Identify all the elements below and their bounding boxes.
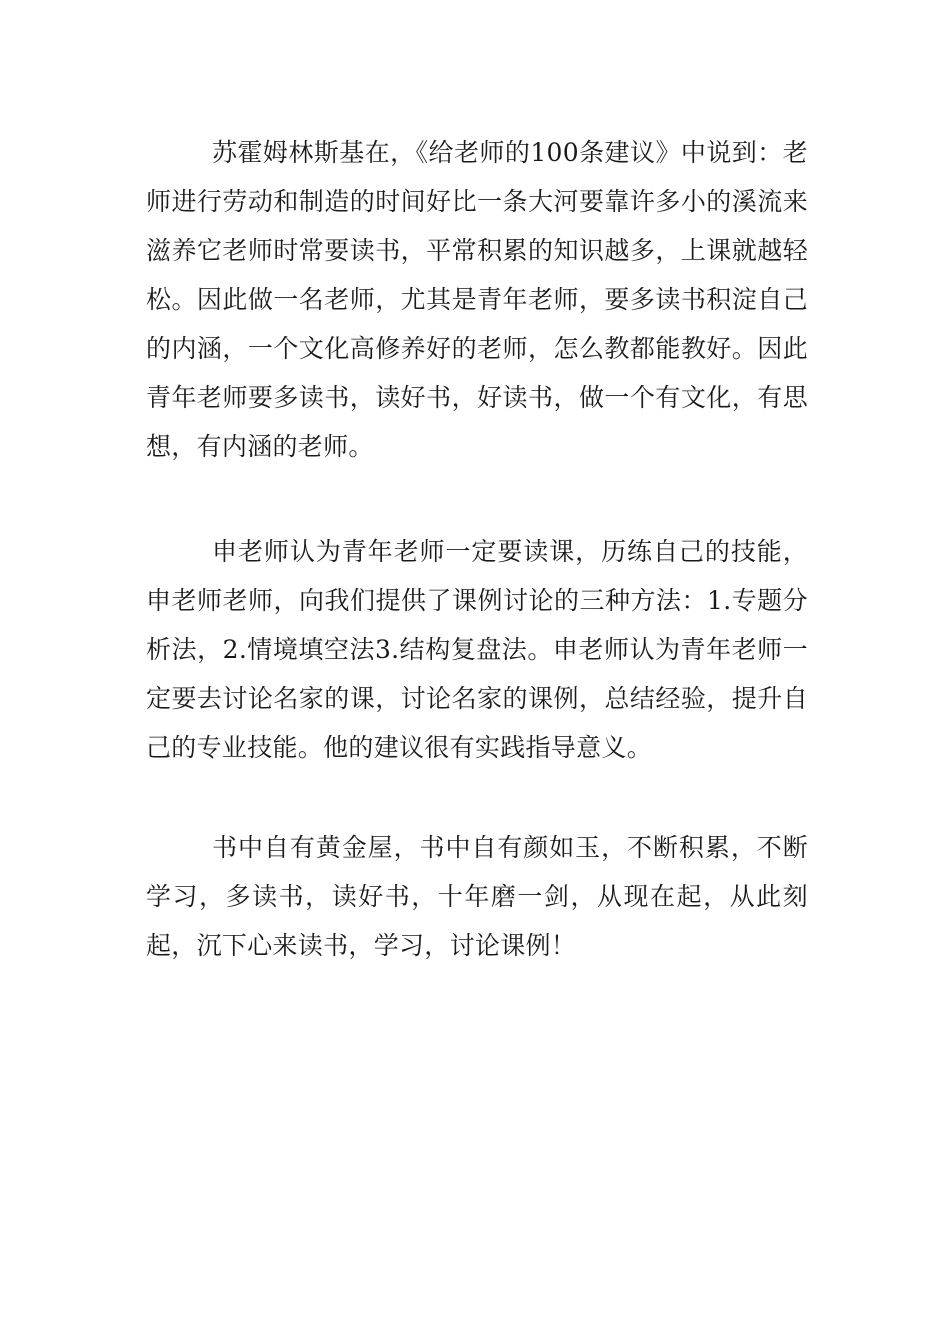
- paragraph-reading-advice: 苏霍姆林斯基在，《给老师的100条建议》中说到：老师进行劳动和制造的时间好比一条大河要靠许多小的溪流来滋养它老师时常要读书，平常积累的知识越多，上课就越轻松。因此做一名老师，尤其是青年老师，要多读书积淀自己的内涵，一个文化高修养好的老师，怎么教都能教好。因此青年老师要多读书，读好书，好读书，做一个有文化，有思想，有内涵的老师。: [146, 138, 808, 461]
- paragraph-conclusion: 书中自有黄金屋，书中自有颜如玉，不断积累，不断学习，多读书，读好书，十年磨一剑，从现在起，从此刻起，沉下心来读书，学习，讨论课例！: [146, 833, 808, 960]
- paragraph-lesson-discussion: 申老师认为青年老师一定要读课，历练自己的技能，申老师老师，向我们提供了课例讨论的三种方法：1.专题分析法，2.情境填空法3.结构复盘法。申老师认为青年老师一定要去讨论名家的课，讨论名家的课例，总结经验，提升自己的专业技能。他的建议很有实践指导意义。: [146, 537, 808, 762]
